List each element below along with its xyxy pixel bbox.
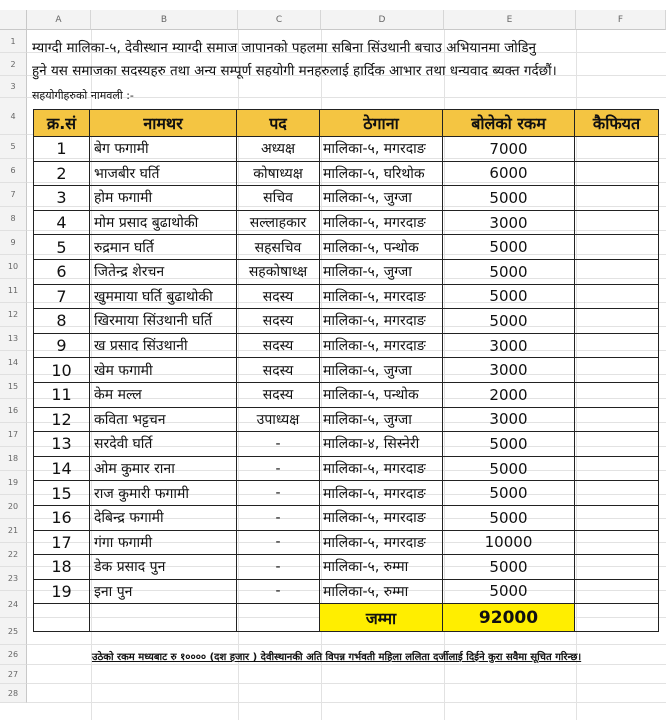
row-header[interactable]: 14 xyxy=(0,351,27,375)
serial-cell[interactable]: 5 xyxy=(34,235,90,260)
remarks-cell[interactable] xyxy=(575,186,659,211)
address-cell[interactable]: मालिका-५, जुग्जा xyxy=(320,186,443,211)
column-header-f[interactable]: F xyxy=(576,10,666,30)
address-cell[interactable]: मालिका-५, रुम्मा xyxy=(320,579,443,604)
table-row xyxy=(34,407,659,432)
total-row xyxy=(34,604,659,632)
total-amount[interactable]: 92000 xyxy=(443,604,575,632)
table-row xyxy=(34,284,659,309)
remarks-cell[interactable] xyxy=(575,505,659,530)
serial-cell[interactable]: 10 xyxy=(34,358,90,383)
total-empty-cell[interactable] xyxy=(237,604,320,632)
row-header[interactable]: 2 xyxy=(0,53,27,76)
amount-cell[interactable]: 7000 xyxy=(443,137,575,162)
post-cell[interactable]: - xyxy=(237,579,320,604)
amount-cell[interactable]: 5000 xyxy=(443,284,575,309)
post-cell[interactable]: - xyxy=(237,432,320,457)
total-empty-cell[interactable] xyxy=(575,604,659,632)
header-post[interactable]: पद xyxy=(237,110,320,137)
name-cell[interactable]: केम मल्ल xyxy=(90,382,237,407)
name-cell[interactable]: होम फगामी xyxy=(90,186,237,211)
row-header[interactable]: 21 xyxy=(0,519,27,543)
post-cell[interactable]: सदस्य xyxy=(237,382,320,407)
name-cell[interactable]: इना पुन xyxy=(90,579,237,604)
post-cell[interactable]: सदस्य xyxy=(237,358,320,383)
row-header[interactable]: 1 xyxy=(0,30,27,53)
name-cell[interactable]: देबिन्द्र फगामी xyxy=(90,505,237,530)
amount-cell[interactable]: 5000 xyxy=(443,481,575,506)
row-header[interactable]: 23 xyxy=(0,567,27,591)
row-header[interactable]: 16 xyxy=(0,399,27,423)
name-cell[interactable]: खेम फगामी xyxy=(90,358,237,383)
post-cell[interactable]: कोषाध्यक्ष xyxy=(237,161,320,186)
post-cell[interactable]: सहकोषाध्क्ष xyxy=(237,259,320,284)
table-row xyxy=(34,481,659,506)
amount-cell[interactable]: 3000 xyxy=(443,358,575,383)
amount-cell[interactable]: 5000 xyxy=(443,259,575,284)
address-cell[interactable]: मालिका-५, पन्थोक xyxy=(320,382,443,407)
total-empty-cell[interactable] xyxy=(34,604,90,632)
remarks-cell[interactable] xyxy=(575,555,659,580)
row-header[interactable]: 13 xyxy=(0,327,27,351)
serial-cell[interactable]: 11 xyxy=(34,382,90,407)
remarks-cell[interactable] xyxy=(575,235,659,260)
serial-cell[interactable]: 7 xyxy=(34,284,90,309)
table-row xyxy=(34,432,659,457)
amount-cell[interactable]: 2000 xyxy=(443,382,575,407)
row-header[interactable]: 15 xyxy=(0,375,27,399)
name-cell[interactable]: मोम प्रसाद बुढाथोकी xyxy=(90,210,237,235)
row-header[interactable]: 8 xyxy=(0,207,27,231)
post-cell[interactable]: - xyxy=(237,481,320,506)
table-row xyxy=(34,382,659,407)
remarks-cell[interactable] xyxy=(575,579,659,604)
amount-cell[interactable]: 5000 xyxy=(443,235,575,260)
row-header[interactable]: 7 xyxy=(0,183,27,207)
intro-line-2: हुने यस समाजका सदस्यहरु तथा अन्य सम्पूर्ण सहयोगी मनहरुलाई हार्दिक आभार तथा धन्यवाद ब्यक्त गर्दछौं। xyxy=(32,63,557,79)
name-cell[interactable]: जितेन्द्र शेरचन xyxy=(90,259,237,284)
name-cell[interactable]: सरदेवी घर्ति xyxy=(90,432,237,457)
amount-cell[interactable]: 3000 xyxy=(443,407,575,432)
amount-cell[interactable]: 5000 xyxy=(443,309,575,334)
table-row xyxy=(34,456,659,481)
address-cell[interactable]: मालिका-५, मगरदाङ xyxy=(320,309,443,334)
post-cell[interactable]: - xyxy=(237,530,320,555)
post-cell[interactable]: सहसचिव xyxy=(237,235,320,260)
header-name[interactable]: नामथर xyxy=(90,110,237,137)
address-cell[interactable]: मालिका-५, मगरदाङ xyxy=(320,456,443,481)
table-row xyxy=(34,259,659,284)
total-label[interactable]: जम्मा xyxy=(320,604,443,632)
row-header[interactable]: 5 xyxy=(0,135,27,159)
amount-cell[interactable]: 5000 xyxy=(443,186,575,211)
address-cell[interactable]: मालिका-५, मगरदाङ xyxy=(320,210,443,235)
table-header-row xyxy=(34,110,659,137)
name-cell[interactable]: रुद्रमान घर्ति xyxy=(90,235,237,260)
row-header[interactable]: 22 xyxy=(0,543,27,567)
amount-cell[interactable]: 3000 xyxy=(443,333,575,358)
table-row xyxy=(34,186,659,211)
table-row xyxy=(34,161,659,186)
remarks-cell[interactable] xyxy=(575,333,659,358)
name-cell[interactable]: खुममाया घर्ति बुढाथोकी xyxy=(90,284,237,309)
remarks-cell[interactable] xyxy=(575,382,659,407)
address-cell[interactable]: मालिका-५, मगरदाङ xyxy=(320,333,443,358)
amount-cell[interactable]: 3000 xyxy=(443,210,575,235)
serial-cell[interactable]: 2 xyxy=(34,161,90,186)
serial-cell[interactable]: 9 xyxy=(34,333,90,358)
row-header[interactable]: 19 xyxy=(0,471,27,495)
row-header[interactable]: 3 xyxy=(0,76,27,98)
row-header[interactable]: 10 xyxy=(0,255,27,279)
grid-line xyxy=(27,644,666,645)
table-row xyxy=(34,137,659,162)
name-cell[interactable]: गंगा फगामी xyxy=(90,530,237,555)
header-remarks[interactable]: कैफियत xyxy=(575,110,659,137)
remarks-cell[interactable] xyxy=(575,407,659,432)
post-cell[interactable]: सचिव xyxy=(237,186,320,211)
address-cell[interactable]: मालिका-५, मगरदाङ xyxy=(320,137,443,162)
row-header[interactable]: 24 xyxy=(0,591,27,618)
name-cell[interactable]: ख प्रसाद सिंउथानी xyxy=(90,333,237,358)
row-header[interactable]: 17 xyxy=(0,423,27,447)
post-cell[interactable]: सदस्य xyxy=(237,309,320,334)
post-cell[interactable]: सदस्य xyxy=(237,333,320,358)
remarks-cell[interactable] xyxy=(575,161,659,186)
name-cell[interactable]: राज कुमारी फगामी xyxy=(90,481,237,506)
amount-cell[interactable]: 5000 xyxy=(443,555,575,580)
remarks-cell[interactable] xyxy=(575,284,659,309)
select-all-corner[interactable] xyxy=(0,10,27,30)
intro-line-1: म्याग्दी मालिका-५, देवीस्थान म्याग्दी समाज जापानको पहलमा सबिना सिंउथानी बचाउ अभियानमा जोडिनु xyxy=(32,40,536,56)
remarks-cell[interactable] xyxy=(575,358,659,383)
column-header-a[interactable]: A xyxy=(27,10,91,30)
remarks-cell[interactable] xyxy=(575,210,659,235)
post-cell[interactable]: - xyxy=(237,505,320,530)
address-cell[interactable]: मालिका-५, मगरदाङ xyxy=(320,481,443,506)
total-empty-cell[interactable] xyxy=(90,604,237,632)
address-cell[interactable]: मालिका-५, मगरदाङ xyxy=(320,505,443,530)
address-cell[interactable]: मालिका-५, जुग्जा xyxy=(320,407,443,432)
remarks-cell[interactable] xyxy=(575,530,659,555)
column-header-e[interactable]: E xyxy=(444,10,576,30)
name-cell[interactable]: भाजबीर घर्ति xyxy=(90,161,237,186)
remarks-cell[interactable] xyxy=(575,137,659,162)
address-cell[interactable]: मालिका-४, सिस्नेरी xyxy=(320,432,443,457)
header-serial[interactable]: क्र.सं xyxy=(34,110,90,137)
serial-cell[interactable]: 14 xyxy=(34,456,90,481)
column-header-c[interactable]: C xyxy=(238,10,321,30)
serial-cell[interactable]: 1 xyxy=(34,137,90,162)
post-cell[interactable]: अध्यक्ष xyxy=(237,137,320,162)
serial-cell[interactable]: 18 xyxy=(34,555,90,580)
table-row xyxy=(34,579,659,604)
row-header[interactable]: 28 xyxy=(0,684,27,703)
grid-line xyxy=(27,664,666,665)
name-cell[interactable]: बेग फगामी xyxy=(90,137,237,162)
footer-note: उठेको रकम मध्यबाट रु १०००० (दश हजार ) देवीस्थानकी अति विपन्न गर्भवती महिला ललिता दर्जीलाई दिईने कुरा सवैमा सूचित गरिन्छ। xyxy=(92,652,582,663)
remarks-cell[interactable] xyxy=(575,309,659,334)
serial-cell[interactable]: 6 xyxy=(34,259,90,284)
remarks-cell[interactable] xyxy=(575,432,659,457)
remarks-cell[interactable] xyxy=(575,259,659,284)
serial-cell[interactable]: 19 xyxy=(34,579,90,604)
row-header[interactable]: 4 xyxy=(0,98,27,135)
row-header[interactable]: 12 xyxy=(0,303,27,327)
amount-cell[interactable]: 5000 xyxy=(443,505,575,530)
serial-cell[interactable]: 8 xyxy=(34,309,90,334)
post-cell[interactable]: सदस्य xyxy=(237,284,320,309)
row-header[interactable]: 20 xyxy=(0,495,27,519)
table-row xyxy=(34,309,659,334)
post-cell[interactable]: सल्लाहकार xyxy=(237,210,320,235)
amount-cell[interactable]: 5000 xyxy=(443,456,575,481)
table-row xyxy=(34,555,659,580)
header-address[interactable]: ठेगाना xyxy=(320,110,443,137)
address-cell[interactable]: मालिका-५, रुम्मा xyxy=(320,555,443,580)
serial-cell[interactable]: 3 xyxy=(34,186,90,211)
amount-cell[interactable]: 5000 xyxy=(443,432,575,457)
row-header[interactable]: 6 xyxy=(0,159,27,183)
post-cell[interactable]: - xyxy=(237,456,320,481)
amount-cell[interactable]: 10000 xyxy=(443,530,575,555)
serial-cell[interactable]: 4 xyxy=(34,210,90,235)
contributors-heading: सहयोगीहरुको नामवली :- xyxy=(32,89,134,102)
post-cell[interactable]: - xyxy=(237,555,320,580)
row-header[interactable]: 9 xyxy=(0,231,27,255)
serial-cell[interactable]: 12 xyxy=(34,407,90,432)
column-header-b[interactable]: B xyxy=(91,10,238,30)
address-cell[interactable]: मालिका-५, जुग्जा xyxy=(320,259,443,284)
name-cell[interactable]: कविता भट्टचन xyxy=(90,407,237,432)
column-header-d[interactable]: D xyxy=(321,10,444,30)
remarks-cell[interactable] xyxy=(575,456,659,481)
name-cell[interactable]: डेक प्रसाद पुन xyxy=(90,555,237,580)
amount-cell[interactable]: 6000 xyxy=(443,161,575,186)
remarks-cell[interactable] xyxy=(575,481,659,506)
address-cell[interactable]: मालिका-५, जुग्जा xyxy=(320,358,443,383)
table-row xyxy=(34,235,659,260)
address-cell[interactable]: मालिका-५, मगरदाङ xyxy=(320,284,443,309)
serial-cell[interactable]: 13 xyxy=(34,432,90,457)
table-row xyxy=(34,333,659,358)
address-cell[interactable]: मालिका-५, घरिथोक xyxy=(320,161,443,186)
row-header[interactable]: 25 xyxy=(0,618,27,645)
serial-cell[interactable]: 16 xyxy=(34,505,90,530)
name-cell[interactable]: खिरमाया सिंउथानी घर्ति xyxy=(90,309,237,334)
post-cell[interactable]: उपाध्यक्ष xyxy=(237,407,320,432)
grid-line xyxy=(27,702,666,703)
table-row xyxy=(34,505,659,530)
grid-line xyxy=(27,683,666,684)
row-header[interactable]: 18 xyxy=(0,447,27,471)
table-row xyxy=(34,210,659,235)
row-header[interactable]: 27 xyxy=(0,665,27,684)
serial-cell[interactable]: 15 xyxy=(34,481,90,506)
address-cell[interactable]: मालिका-५, पन्थोक xyxy=(320,235,443,260)
address-cell[interactable]: मालिका-५, मगरदाङ xyxy=(320,530,443,555)
table-row xyxy=(34,358,659,383)
serial-cell[interactable]: 17 xyxy=(34,530,90,555)
row-header[interactable]: 11 xyxy=(0,279,27,303)
amount-cell[interactable]: 5000 xyxy=(443,579,575,604)
table-row xyxy=(34,530,659,555)
header-amount[interactable]: बोलेको रकम xyxy=(443,110,575,137)
contributors-table xyxy=(33,109,659,632)
name-cell[interactable]: ओम कुमार राना xyxy=(90,456,237,481)
row-header[interactable]: 26 xyxy=(0,645,27,665)
